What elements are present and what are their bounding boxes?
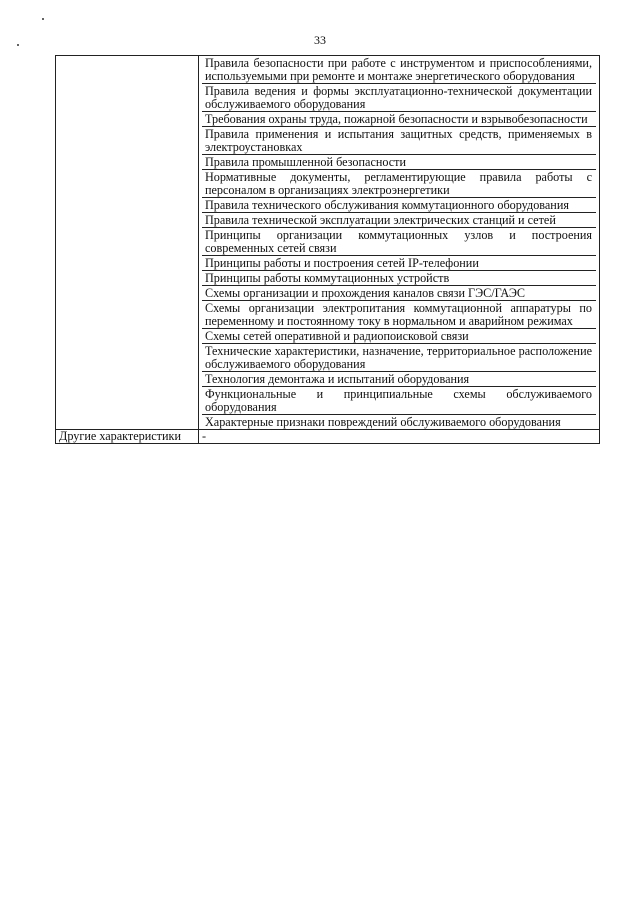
requirements-cell <box>199 56 600 430</box>
requirement-item: Правила применения и испытания защитных средств, применяемых в электроустановках <box>202 127 596 155</box>
requirement-item: Характерные признаки повреждений обслуживаемого оборудования <box>205 415 561 429</box>
other-characteristics-label: Другие характеристики <box>56 430 199 444</box>
table-row <box>56 430 600 444</box>
requirements-table <box>55 55 600 444</box>
requirement-item: Схемы организации электропитания коммутационной аппаратуры по переменному и постоянному току в нормальном и аварийном режимах <box>202 301 596 329</box>
requirement-item: Правила промышленной безопасности <box>202 155 596 170</box>
requirement-item: Принципы организации коммутационных узлов и построения современных сетей связи <box>202 228 596 256</box>
requirement-item: Схемы сетей оперативной и радиопоисковой связи <box>202 329 596 344</box>
requirement-item: Правила ведения и формы эксплуатационно-технической документации обслуживаемого оборудования <box>202 84 596 112</box>
table-row <box>56 56 600 430</box>
requirement-item: Принципы работы и построения сетей IP-телефонии <box>202 256 596 271</box>
requirement-item: Нормативные документы, регламентирующие правила работы с персоналом в организациях электроэнергетики <box>202 170 596 198</box>
empty-left-cell <box>56 56 199 430</box>
other-characteristics-value: - <box>199 430 600 444</box>
scan-speck <box>42 18 44 20</box>
requirement-item: Схемы организации и прохождения каналов связи ГЭС/ГАЭС <box>202 286 596 301</box>
requirement-item: Правила технического обслуживания коммутационного оборудования <box>202 198 596 213</box>
requirement-item: Принципы работы коммутационных устройств <box>202 271 596 286</box>
requirement-item: Правила безопасности при работе с инструментом и приспособлениями, используемыми при ремонте и монтаже энергетического оборудования <box>202 56 596 84</box>
requirement-item: Технология демонтажа и испытаний оборудования <box>202 372 596 387</box>
requirement-item: Правила технической эксплуатации электрических станций и сетей <box>202 213 596 228</box>
page-number: 33 <box>314 33 326 47</box>
requirement-item: Функциональные и принципиальные схемы обслуживаемого оборудования <box>202 387 596 415</box>
requirement-item: Требования охраны труда, пожарной безопасности и взрывобезопасности <box>202 112 596 127</box>
scan-speck <box>17 44 19 46</box>
requirement-item: Технические характеристики, назначение, территориальное расположение обслуживаемого оборудования <box>202 344 596 372</box>
